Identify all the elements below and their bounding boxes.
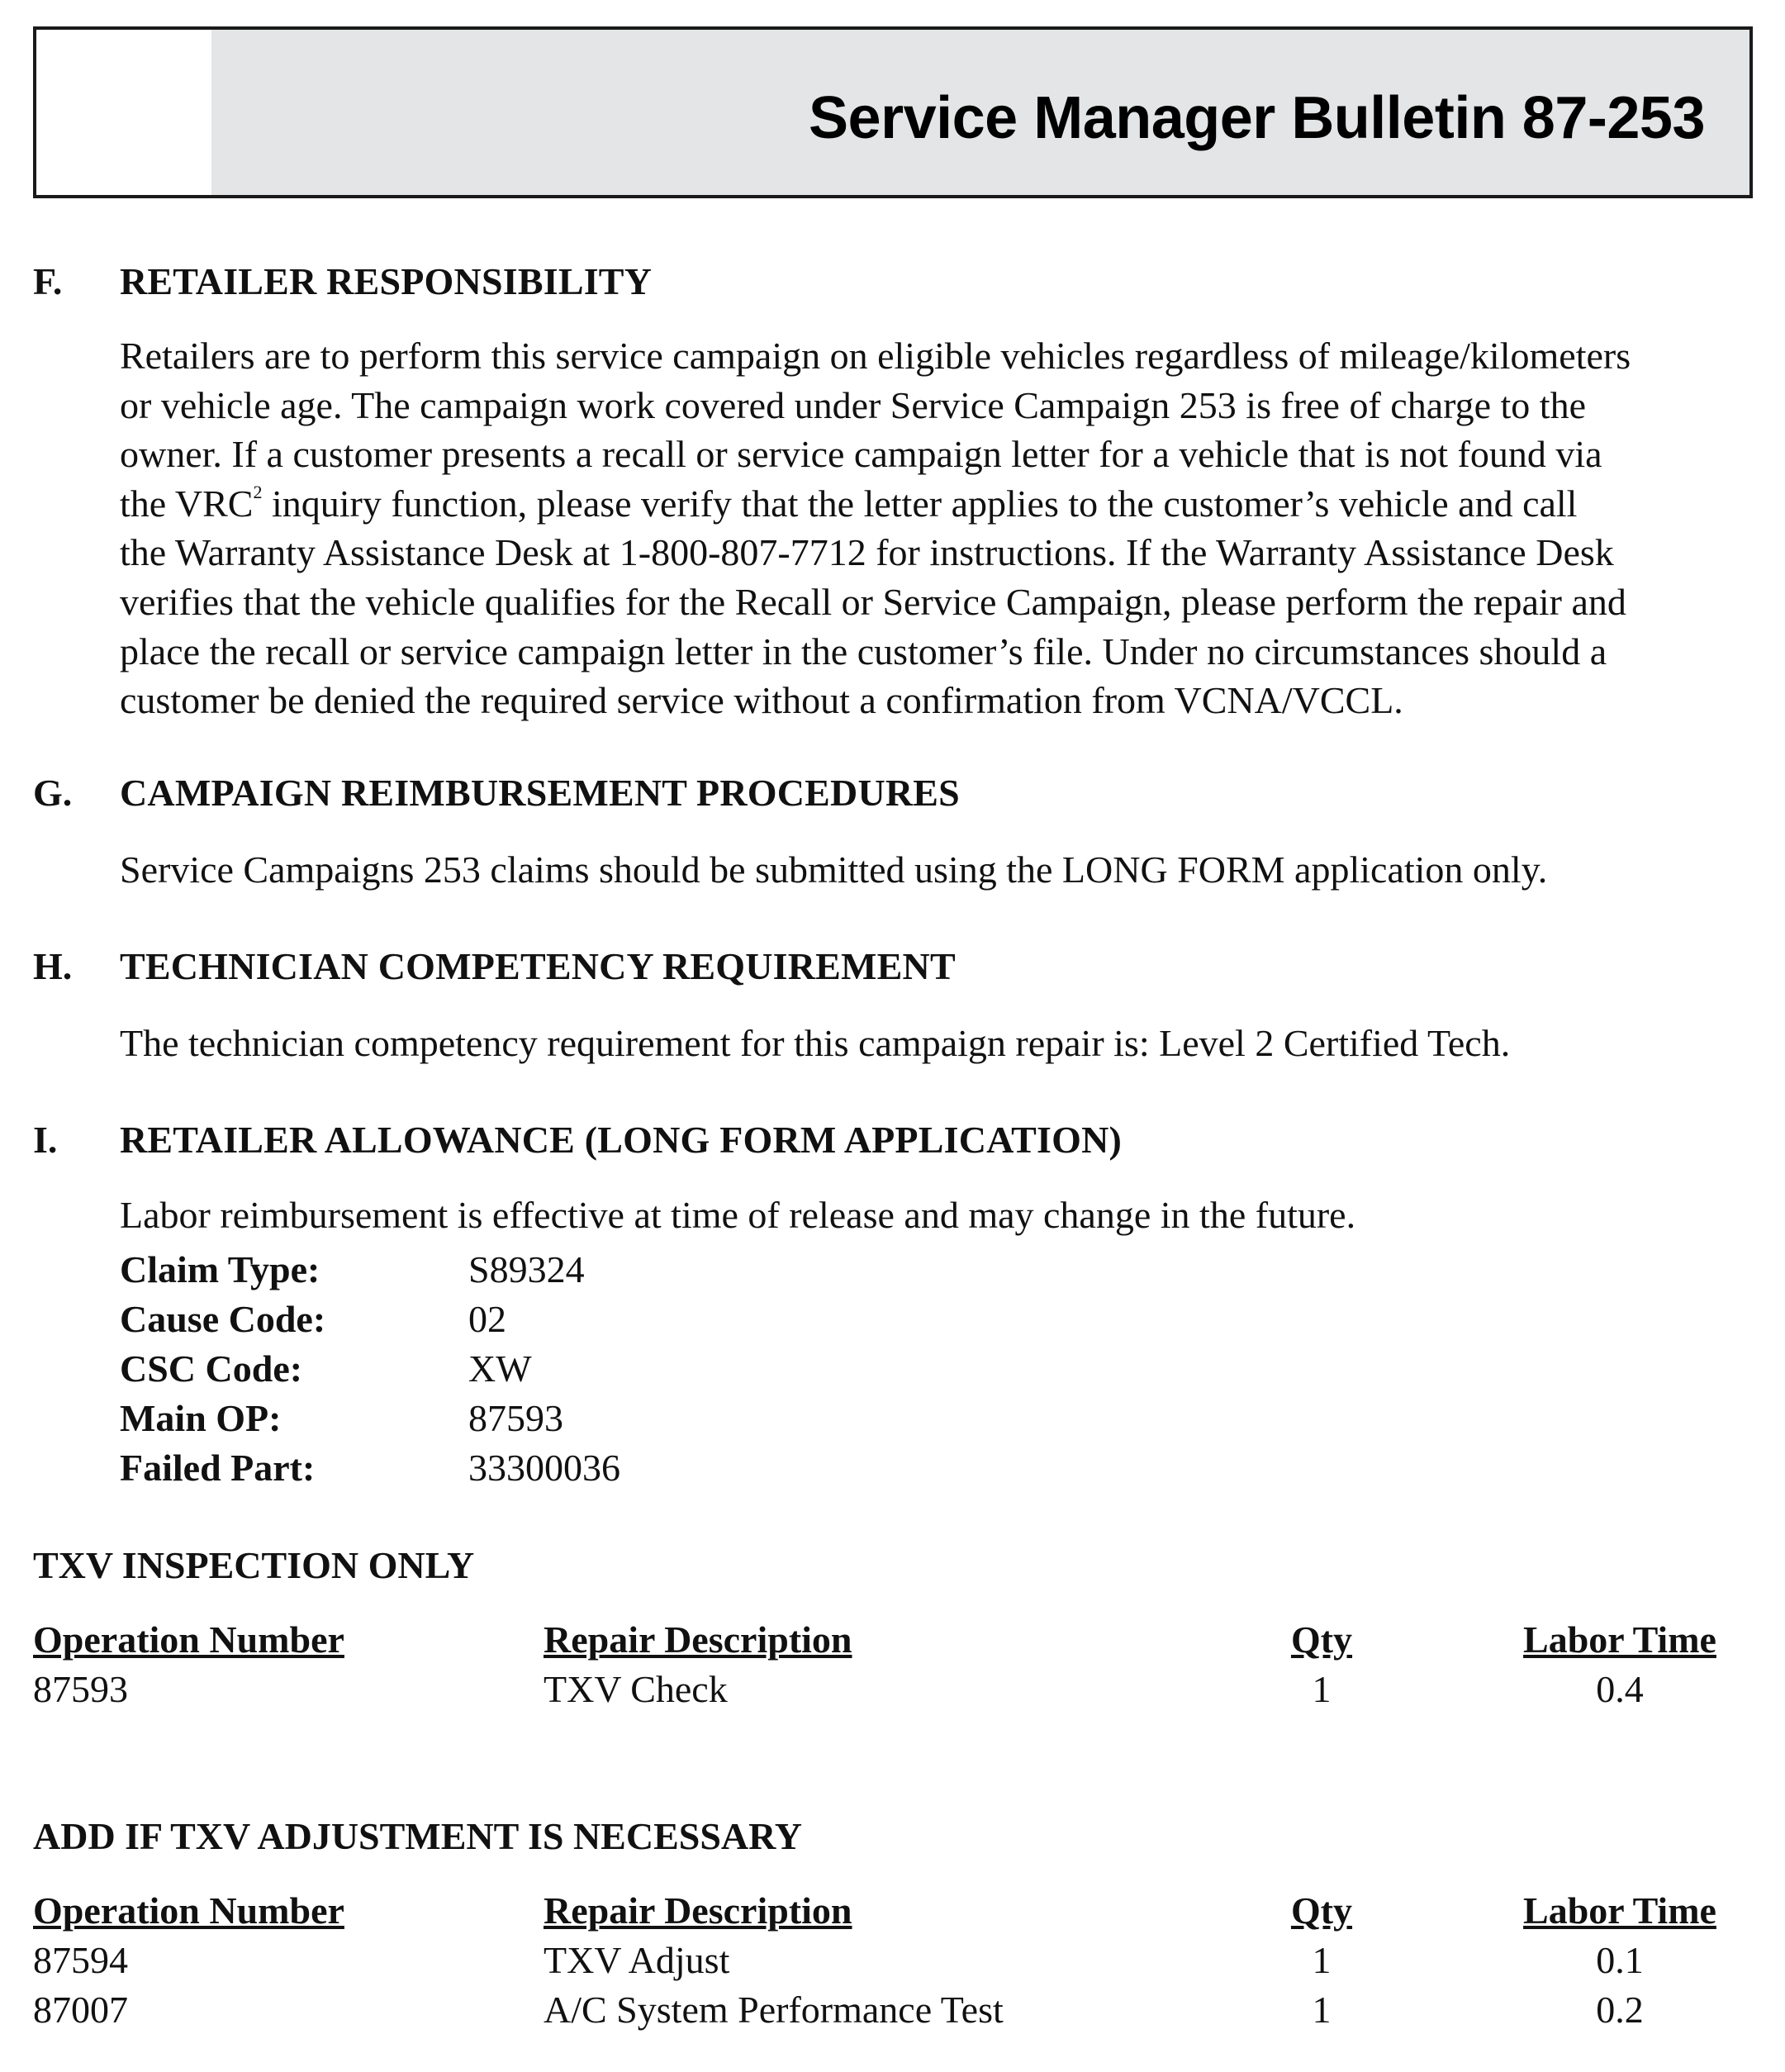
- cell-operation-number: 87593: [33, 1668, 128, 1710]
- field-value: 87593: [468, 1397, 563, 1439]
- cell-operation-number: 87007: [33, 1989, 128, 2031]
- vrc-superscript: 2: [253, 481, 263, 502]
- field-value: 02: [468, 1298, 506, 1340]
- section-f-line: the Warranty Assistance Desk at 1-800-807-7712 for instructions. If the Warranty Assistance Desk: [120, 531, 1614, 574]
- cell-repair-description: TXV Check: [544, 1668, 728, 1710]
- bulletin-header: [33, 26, 1753, 198]
- field-label: Claim Type:: [120, 1248, 320, 1290]
- vrc-text: the VRC: [120, 482, 254, 525]
- col-header-operation-number: Operation Number: [33, 1618, 344, 1661]
- section-f-line: owner. If a customer presents a recall or service campaign letter for a vehicle that is not found via: [120, 433, 1602, 476]
- col-header-qty: Qty: [1290, 1889, 1353, 1932]
- field-label: Cause Code:: [120, 1298, 326, 1340]
- table2-heading: ADD IF TXV ADJUSTMENT IS NECESSARY: [33, 1815, 802, 1857]
- section-f-letter: F.: [33, 260, 63, 302]
- section-f-line: verifies that the vehicle qualifies for the Recall or Service Campaign, please perform the repair and: [120, 580, 1626, 623]
- col-header-repair-description: Repair Description: [544, 1618, 852, 1661]
- field-value: 33300036: [468, 1447, 620, 1489]
- field-label: Main OP:: [120, 1397, 282, 1439]
- section-g-body: [120, 845, 1759, 895]
- section-i-intro: [120, 1190, 1759, 1240]
- table1-heading: TXV INSPECTION ONLY: [33, 1544, 475, 1586]
- cell-qty: 1: [1312, 1989, 1332, 2031]
- section-i-letter: I.: [33, 1119, 58, 1161]
- cell-qty: 1: [1312, 1668, 1332, 1710]
- col-header-labor-time: Labor Time: [1523, 1618, 1716, 1661]
- cell-repair-description: A/C System Performance Test: [544, 1989, 1004, 2031]
- field-value: S89324: [468, 1248, 585, 1290]
- vrc-line-rest: inquiry function, please verify that the letter applies to the customer’s vehicle and call: [262, 482, 1578, 525]
- section-i-title: RETAILER ALLOWANCE (LONG FORM APPLICATION): [120, 1119, 1123, 1161]
- field-label: CSC Code:: [120, 1347, 303, 1390]
- section-h-title: TECHNICIAN COMPETENCY REQUIREMENT: [120, 945, 956, 987]
- col-header-qty: Qty: [1290, 1618, 1353, 1661]
- page-title: Service Manager Bulletin 87-253: [809, 85, 1705, 151]
- section-f-body: [120, 331, 1759, 725]
- col-header-labor-time: Labor Time: [1523, 1889, 1716, 1932]
- cell-repair-description: TXV Adjust: [544, 1939, 730, 1981]
- section-g-title: CAMPAIGN REIMBURSEMENT PROCEDURES: [120, 772, 960, 814]
- section-i-intro-text: Labor reimbursement is effective at time of release and may change in the future.: [120, 1194, 1356, 1236]
- section-g-letter: G.: [33, 772, 73, 814]
- section-h-text: The technician competency requirement for this campaign repair is: Level 2 Certified Tech.: [120, 1022, 1511, 1064]
- section-h-letter: H.: [33, 945, 73, 987]
- cell-labor-time: 0.1: [1596, 1939, 1644, 1981]
- col-header-operation-number: Operation Number: [33, 1889, 344, 1932]
- field-label: Failed Part:: [120, 1447, 316, 1489]
- section-f-line-vrc: [120, 479, 1759, 529]
- section-g-text: Service Campaigns 253 claims should be submitted using the LONG FORM application only.: [120, 848, 1548, 891]
- section-f-line: Retailers are to perform this service campaign on eligible vehicles regardless of mileage/kilometers: [120, 335, 1631, 377]
- section-f-line: or vehicle age. The campaign work covered under Service Campaign 253 is free of charge to the: [120, 383, 1586, 426]
- section-f-title: RETAILER RESPONSIBILITY: [120, 260, 653, 302]
- section-f-line: place the recall or service campaign letter in the customer’s file. Under no circumstances should a: [120, 630, 1607, 672]
- cell-labor-time: 0.2: [1596, 1989, 1644, 2031]
- section-h-body: [120, 1019, 1759, 1068]
- cell-labor-time: 0.4: [1596, 1668, 1644, 1710]
- cell-operation-number: 87594: [33, 1939, 128, 1981]
- col-header-repair-description: Repair Description: [544, 1889, 852, 1932]
- cell-qty: 1: [1312, 1939, 1332, 1981]
- section-f-line: customer be denied the required service without a confirmation from VCNA/VCCL.: [120, 679, 1403, 722]
- field-value: XW: [468, 1347, 532, 1390]
